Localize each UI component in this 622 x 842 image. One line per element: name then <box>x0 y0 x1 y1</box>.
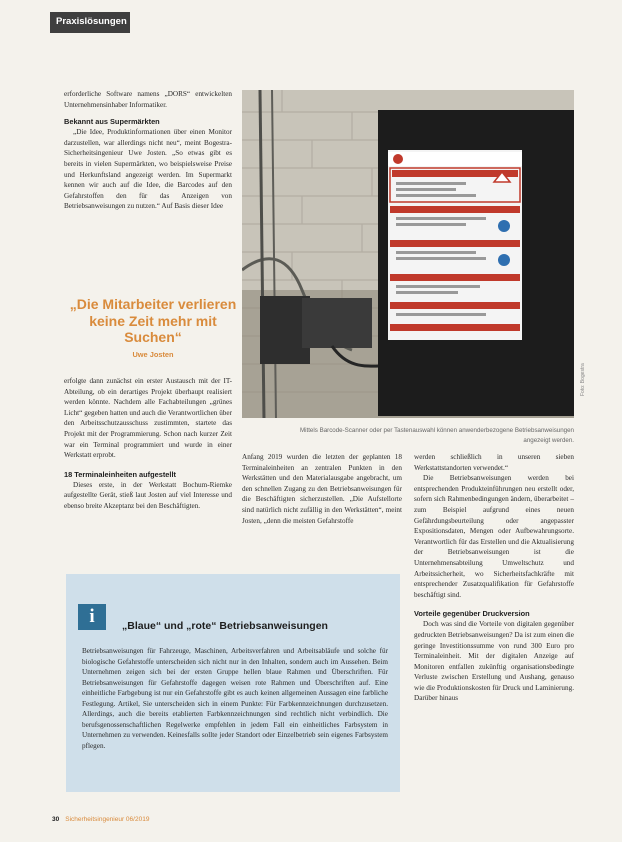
subheading-terminals: 18 Terminaleinheiten aufgestellt <box>64 469 176 479</box>
column-1 <box>64 89 232 212</box>
paragraph: erfolgte dann zunächst ein erster Austausch mit der IT-Abteilung, ob ein derartiges Projekt überhaupt realisiert werden könnte. Nachdem alle Fachabteilungen „grünes Licht“ gegeben hatten und auch die Verantwortlichen über den Arbeitsschutzausschuss zustimmten, startete das Projekt mit der Programmierung. Schon nach kurzer Zeit war ein Terminal programmiert und wurde in einer Werkstatt erprobt. <box>64 377 232 460</box>
info-box-title: „Blaue“ und „rote“ Betriebsanweisungen <box>122 620 328 632</box>
pull-quote-text: „Die Mitarbeiter verlieren keine Zeit mehr mit Suchen“ <box>69 296 237 345</box>
photo-credit: Foto: Bogestra <box>580 363 586 396</box>
photo-terminal <box>242 90 574 418</box>
page-number: 30 <box>52 816 60 823</box>
paragraph: Anfang 2019 wurden die letzten der geplanten 18 Terminaleinheiten an zentralen Punkten in den Werkstätten und den Materialausgabe angebracht, um den schnellen Zugang zu den Betriebsanweisungen für die Beschäftigten sicherzustellen. „Die Aufstellorte sind natürlich nicht zufällig in den Werkstätten“, meint Josten, „denn die meisten Gefahrstoffe <box>242 453 402 525</box>
pull-quote-author: Uwe Josten <box>132 349 174 359</box>
subheading-advantages: Vorteile gegenüber Druckversion <box>414 609 530 619</box>
subheading-supermarkets: Bekannt aus Supermärkten <box>64 117 160 127</box>
column-1-lower <box>64 376 232 512</box>
info-icon: i <box>78 604 106 630</box>
magazine-name: Sicherheitsingenieur 06/2019 <box>65 816 150 823</box>
pull-quote <box>64 296 242 359</box>
paragraph: werden schließlich in unseren sieben Werkstattstandorten verwendet.“ <box>414 453 574 472</box>
photo-terminal-illustration <box>242 90 574 418</box>
paragraph: Die Betriebsanweisungen werden bei entsprechenden Produkteinführungen neu erstellt oder, sofern sich Rahmenbedingungen ändern, überarbeitet – zum Beispiel aufgrund eines neuen Gefährdungsbeurteilung oder angepasster Expositionsdaten, Mengen oder Aufbewahrungsorte. Verantwortlich für das Erstellen und die Aktualisierung der Betriebsanweisungen ist die Unternehmensabteilung Umweltschutz und Arbeitssicherheit, wo Sicherheitsfachkräfte mit entsprechender Zusatzqualifikation für Gefahrstoffe beschäftigt sind. <box>414 474 574 599</box>
section-label: Praxislösungen <box>56 16 127 27</box>
paragraph: Dieses erste, in der Werkstatt Bochum-Riemke aufgestellte Gerät, stieß laut Josten auf viel Interesse und ebenso breite Akzeptanz bei den Beschäftigten. <box>64 480 232 510</box>
page-footer <box>52 816 149 823</box>
info-box-body: Betriebsanweisungen für Fahrzeuge, Maschinen, Arbeitsverfahren und Arbeitsabläufe und solche für biologische Gefahrstoffe unterscheiden sich nicht nur in den Inhalten, sondern auch im Aussehen. Beim Unternehmen zeigen sich bei der ersten Gruppe hellen blaue Rahmen und Überschriften. Für Betriebsanweisungen für Gefahrstoffe dagegen weisen rote Rahmen und Überschriften auf. Eine einheitliche Farbgebung ist nur ein Gefahrstoffe gibt es auch keinen allgemeinen Aussagen eine farbliche Festlegung. Artikel, Sie unterscheiden sich in einem Punkte: Für Farbkennzeichnungen durchzusetzen. Allerdings, auch die bereits etablierten Farbkennzeichnungen sind rechtlich nicht verbindlich. Die berufsgenossenschaftlichen Regelwerke empfehlen in jedem Fall ein einheitliches Farbsystem in Unternehmen zu verwenden. Keinesfalls sollte jeder Standort oder Einzelbetrieb sein eigenes Farbsystem pflegen. <box>82 647 388 750</box>
paragraph: „Die Idee, Produktinformationen über einen Monitor darzustellen, war allerdings nicht neu“, meint Bogestra-Sicherheitsingenieur Uwe Josten. „So etwas gibt es bereits in vielen Supermärkten, wo beispielsweise Preise und Herkunftsland angezeigt werden. Im Supermarkt kennen wir auch auf die Idee, die Barcodes auf den Gefahrstoffen den für das Anzeigen von Betriebsanweisungen zu nutzen.“ Auf Basis dieser Idee <box>64 128 232 211</box>
paragraph: Doch was sind die Vorteile von digitalen gegenüber gedruckten Betriebsanweisungen? Da ist zum einen die geringe Investitionssumme von rund 300 Euro pro Terminaleinheit. Mit der digitalen Anzeige auf Monitoren entfallen zukünftig organisationsbedingte Verluste zwischen Erstellung und Aushang, genauso wie die Produktionskosten für Druck und Laminierung. Darüber hinaus <box>414 620 574 703</box>
photo-caption: Mittels Barcode-Scanner oder per Tastenauswahl können anwenderbezogene Betriebsanweisungen angezeigt werden. <box>299 427 574 444</box>
section-header <box>50 12 130 33</box>
column-2 <box>242 452 402 526</box>
column-3 <box>414 452 574 704</box>
intro-paragraph: erforderliche Software namens „DORS“ entwickelten Unternehmensinhaber Informatiker. <box>64 90 232 109</box>
